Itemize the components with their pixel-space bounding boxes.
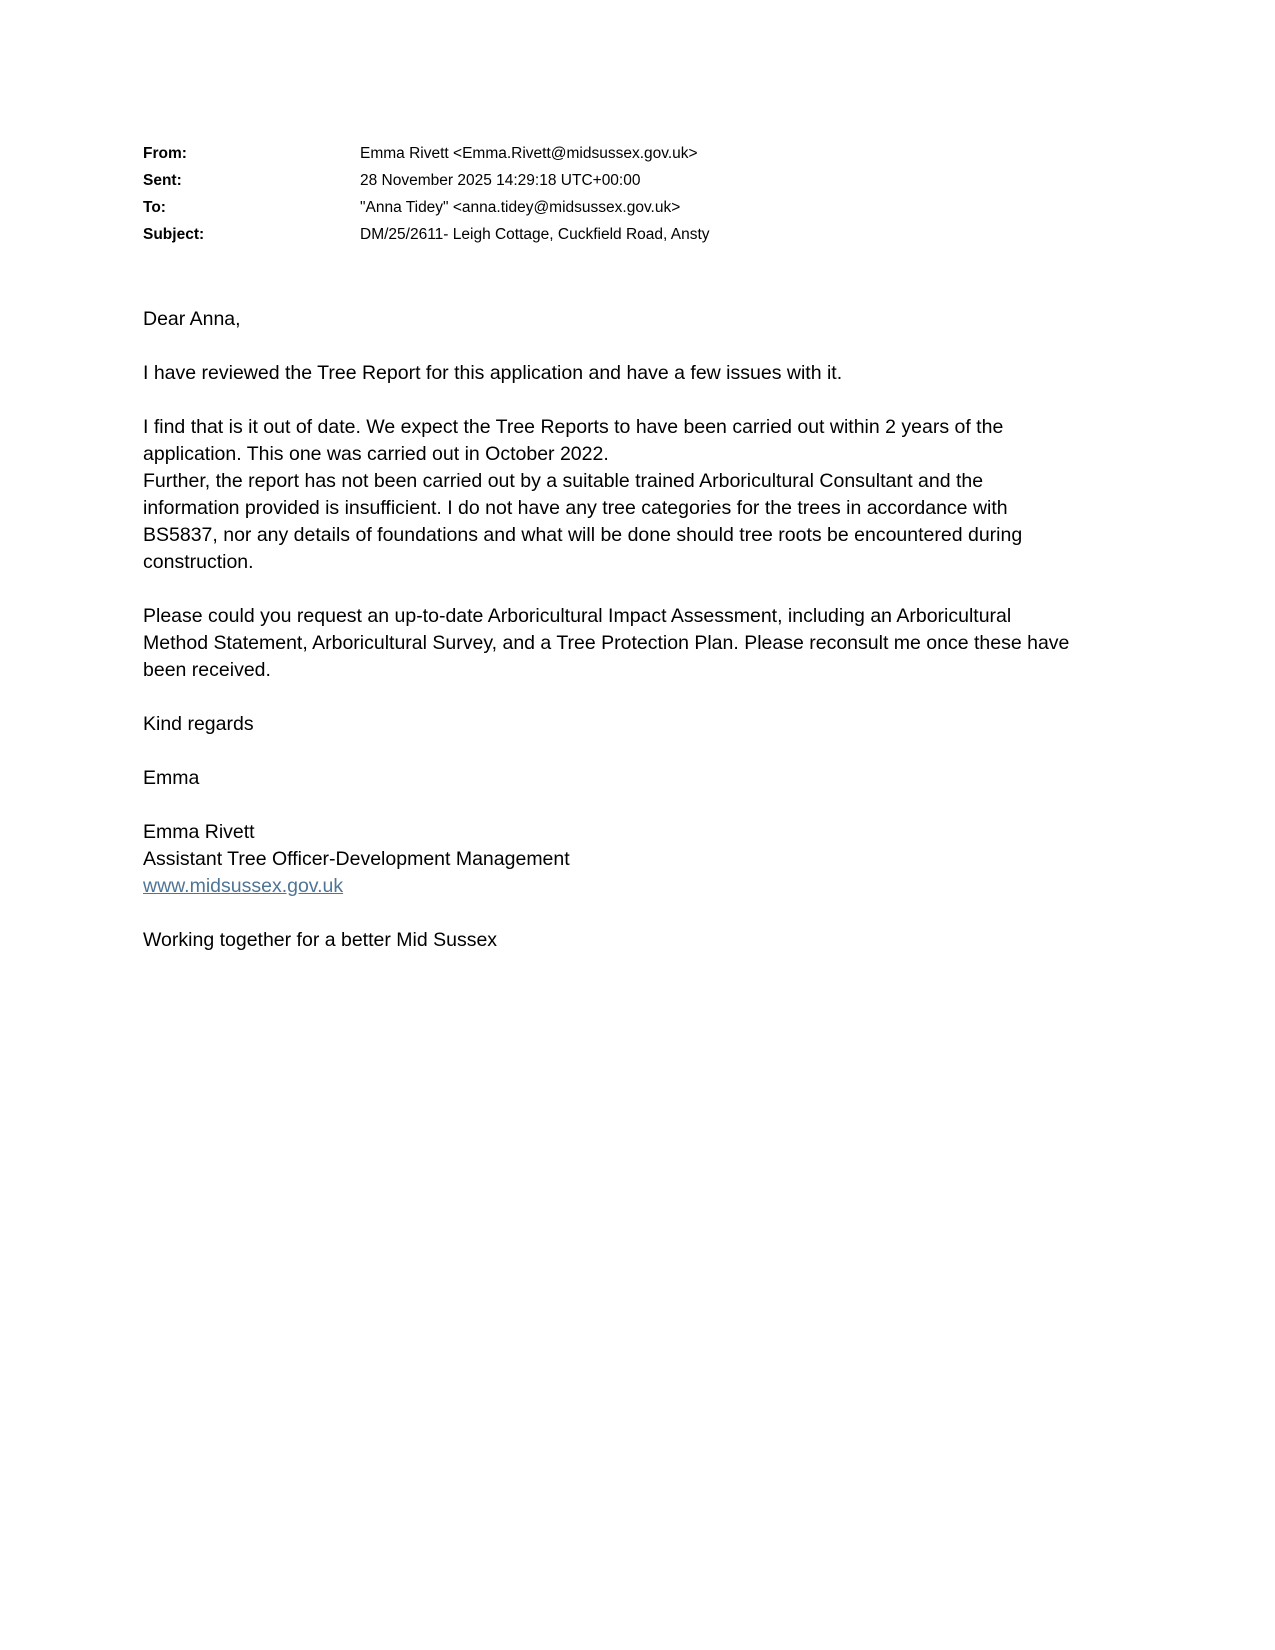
header-row-to bbox=[143, 194, 1130, 221]
from-value: Emma Rivett <Emma.Rivett@midsussex.gov.uk> bbox=[360, 145, 698, 162]
paragraph-out-of-date: I find that is it out of date. We expect the Tree Reports to have been carried out within 2 years of the application. This one was carried out in October 2022. bbox=[143, 416, 1004, 465]
website-link[interactable]: www.midsussex.gov.uk bbox=[143, 875, 344, 897]
paragraph-intro: I have reviewed the Tree Report for this application and have a few issues with it. bbox=[143, 362, 843, 384]
signature-block bbox=[143, 819, 1073, 900]
subject-value: DM/25/2611- Leigh Cottage, Cuckfield Road, Ansty bbox=[360, 226, 710, 243]
tagline: Working together for a better Mid Sussex bbox=[143, 929, 498, 951]
signature-title: Assistant Tree Officer-Development Management bbox=[143, 848, 570, 870]
from-label: From: bbox=[143, 145, 187, 162]
closing-name: Emma bbox=[143, 767, 200, 789]
salutation: Dear Anna, bbox=[143, 308, 241, 330]
email-body bbox=[143, 306, 1073, 954]
header-row-subject bbox=[143, 221, 1130, 248]
signature-link-line bbox=[143, 873, 1073, 900]
closing-regards: Kind regards bbox=[143, 713, 254, 735]
paragraph-request: Please could you request an up-to-date Arboricultural Impact Assessment, including an Arboricultural Method Statement, Arboricultural Survey, and a Tree Protection Plan. Please reconsult me once these have been received. bbox=[143, 605, 1070, 681]
sent-value: 28 November 2025 14:29:18 UTC+00:00 bbox=[360, 172, 641, 189]
sent-label: Sent: bbox=[143, 172, 182, 189]
paragraph-further-issues: Further, the report has not been carried out by a suitable trained Arboricultural Consultant and the information provided is insufficient. I do not have any tree categories for the trees in accordance with BS5837, nor any details of foundations and what will be done should tree roots be encountered during construction. bbox=[143, 470, 1023, 573]
to-value: "Anna Tidey" <anna.tidey@midsussex.gov.uk> bbox=[360, 199, 681, 216]
subject-label: Subject: bbox=[143, 226, 205, 243]
header-row-sent bbox=[143, 167, 1130, 194]
signature-name: Emma Rivett bbox=[143, 821, 255, 843]
header-row-from bbox=[143, 140, 1130, 167]
email-header bbox=[143, 140, 1130, 248]
to-label: To: bbox=[143, 199, 166, 216]
